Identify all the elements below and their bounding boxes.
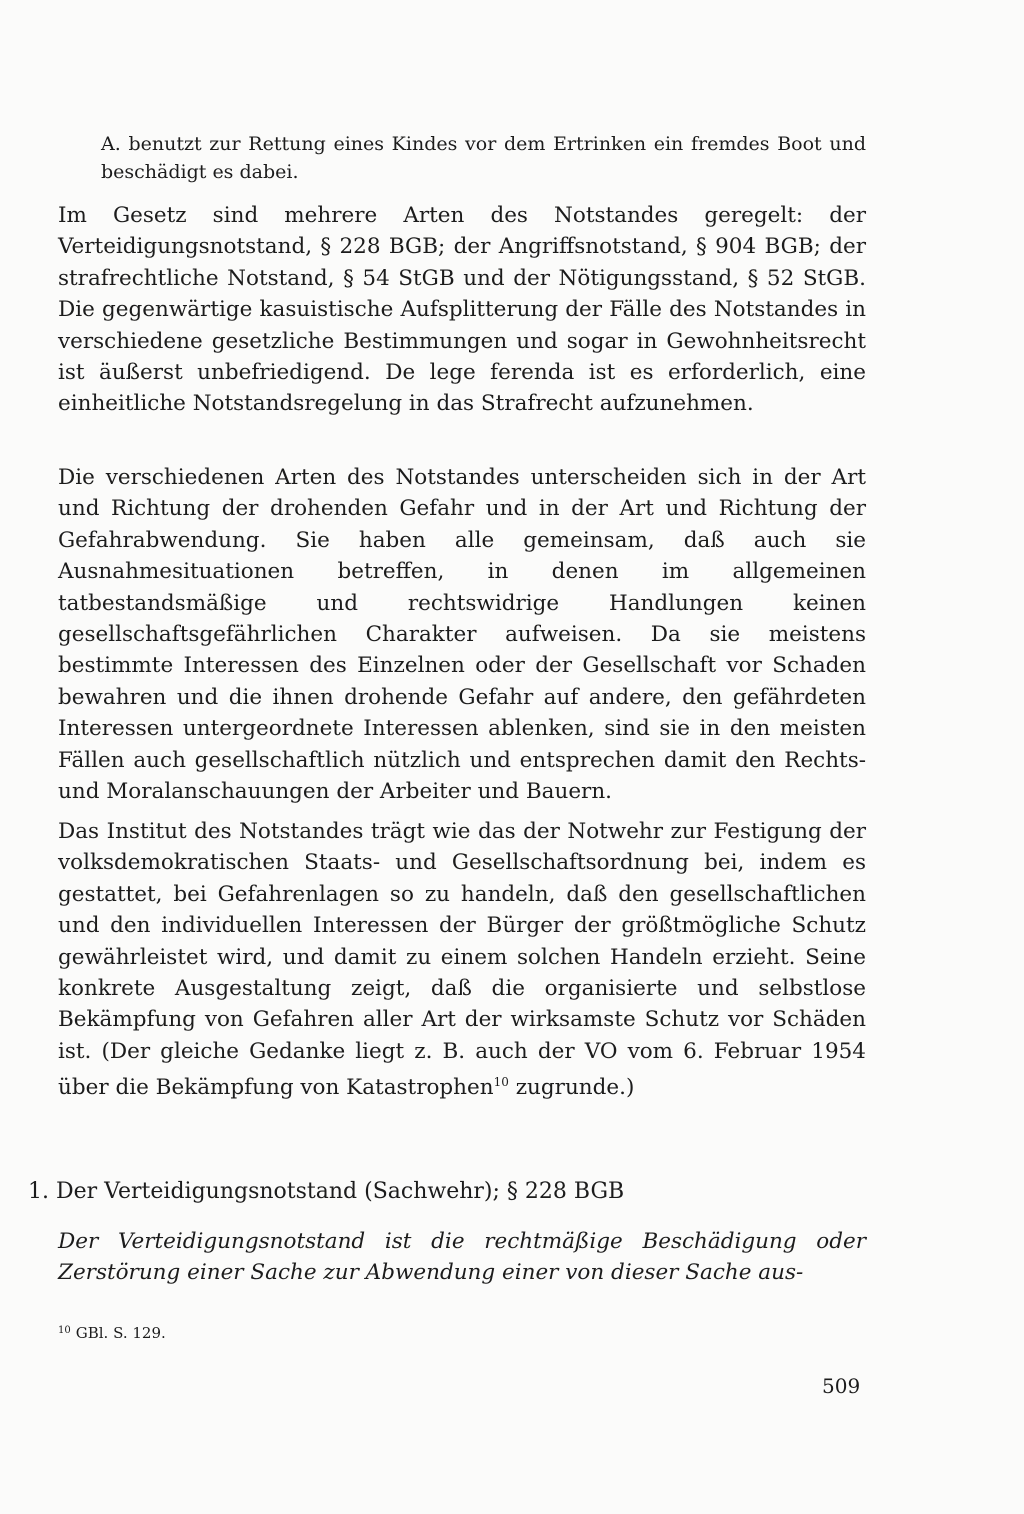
example-text: A. benutzt zur Rettung eines Kindes vor dem Ertrinken ein fremdes Boot und beschädigt es dabei. bbox=[101, 133, 866, 183]
definition-text: Der Verteidigungsnotstand ist die rechtmäßige Beschädigung oder Zerstörung einer Sache zur Abwendung einer von dieser Sache aus- bbox=[58, 1229, 866, 1286]
paragraph-institution bbox=[58, 816, 866, 1104]
footnote-reference: 10 bbox=[493, 1075, 509, 1090]
footnote bbox=[58, 1321, 166, 1343]
paragraph-institution-text: Das Institut des Notstandes trägt wie das der Notwehr zur Festigung der volksdemokratischen Staats- und Gesellschaftsordnung bei, indem es gestattet, bei Gefahrenlagen so zu handeln, daß den gesellschaftlichen und den individuellen Interessen der Bürger der größtmögliche Schutz gewährleistet wird, und damit zu einem solchen Handeln erzieht. Seine konkrete Ausgestaltung zeigt, daß die organisierte und selbstlose Bekämpfung von Gefahren aller Art der wirksamste Schutz vor Schäden ist. (Der gleiche Gedanke liegt z. B. auch der VO vom 6. Februar 1954 über die Bekämpfung von Katastrophen bbox=[58, 819, 866, 1101]
paragraph-types-of-necessity: Im Gesetz sind mehrere Arten des Notstandes geregelt: der Verteidigungsnotstand, § 228 BGB; der Angriffsnotstand, § 904 BGB; der strafrechtliche Notstand, § 54 StGB und der Nötigungsstand, § 52 StGB. Die gegenwärtige kasuistische Aufsplitterung der Fälle des Notstandes in verschiedene gesetzliche Bestimmungen und sogar in Gewohnheitsrecht ist äußerst unbefriedigend. De lege ferenda ist es erforderlich, eine einheitliche Notstandsregelung in das Strafrecht aufzunehmen. bbox=[58, 203, 866, 417]
section-heading: 1. Der Verteidigungsnotstand (Sachwehr); § 228 BGB bbox=[28, 1179, 625, 1204]
footnote-marker: 10 bbox=[58, 1325, 71, 1336]
paragraph-institution-end: zugrunde.) bbox=[508, 1075, 635, 1101]
page-number: 509 bbox=[822, 1374, 861, 1398]
footnote-text: GBl. S. 129. bbox=[75, 1324, 166, 1342]
paragraph-differences: Die verschiedenen Arten des Notstandes unterscheiden sich in der Art und Richtung der drohenden Gefahr und in der Art und Richtung der Gefahrabwendung. Sie haben alle gemeinsam, daß auch sie Ausnahmesituationen betreffen, in denen im allgemeinen tatbestandsmäßige und rechtswidrige Handlungen keinen gesellschaftsgefährlichen Charakter aufweisen. Da sie meistens bestimmte Interessen des Einzelnen oder der Gesellschaft vor Schaden bewahren und die ihnen drohende Gefahr auf andere, den gefährdeten Interessen untergeordnete Interessen ablenken, sind sie in den meisten Fällen auch gesellschaftlich nützlich und entsprechen damit den Rechts- und Moralanschauungen der Arbeiter und Bauern. bbox=[58, 465, 866, 805]
